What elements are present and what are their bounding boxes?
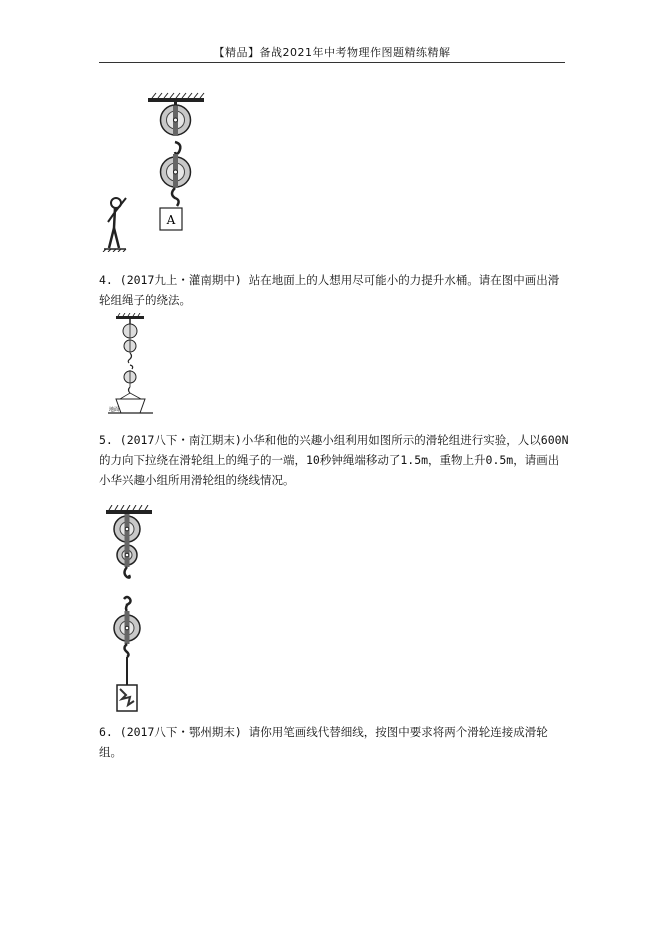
- question-4-line-1: 4. (2017九上・灌南期中) 站在地面上的人想用尽可能小的力提升水桶。请在图中画出滑: [99, 273, 560, 287]
- question-5-line-1: 5. (2017八下・南江期末)小华和他的兴趣小组利用如图所示的滑轮组进行实验，人以600N: [99, 433, 569, 447]
- question-5-line-2: 的力向下拉绕在滑轮组上的绳子的一端，10秒钟绳端移动了1.5m，重物上升0.5m，请画出: [99, 453, 560, 467]
- question-6-line-1: 6. (2017八下・鄂州期末) 请你用笔画线代替细线，按图中要求将两个滑轮连接成滑轮组。: [99, 725, 548, 759]
- box-a-label: A: [166, 213, 176, 227]
- page-header: 【精品】备战2021年中考物理作图题精练精解: [213, 46, 451, 59]
- question-6: [99, 722, 569, 762]
- ground-label: 地面: [109, 407, 120, 413]
- question-5: [99, 430, 569, 490]
- figure-2-pulley-bucket: [108, 313, 158, 418]
- question-4-line-2: 轮组绳子的绕法。: [99, 293, 191, 307]
- question-5-line-3: 小华兴趣小组所用滑轮组的绕线情况。: [99, 473, 295, 487]
- header-divider: [99, 62, 565, 63]
- question-4: [99, 270, 569, 310]
- figure-1-pulley-system: [100, 92, 210, 252]
- figure-3-two-pulleys: [104, 505, 154, 713]
